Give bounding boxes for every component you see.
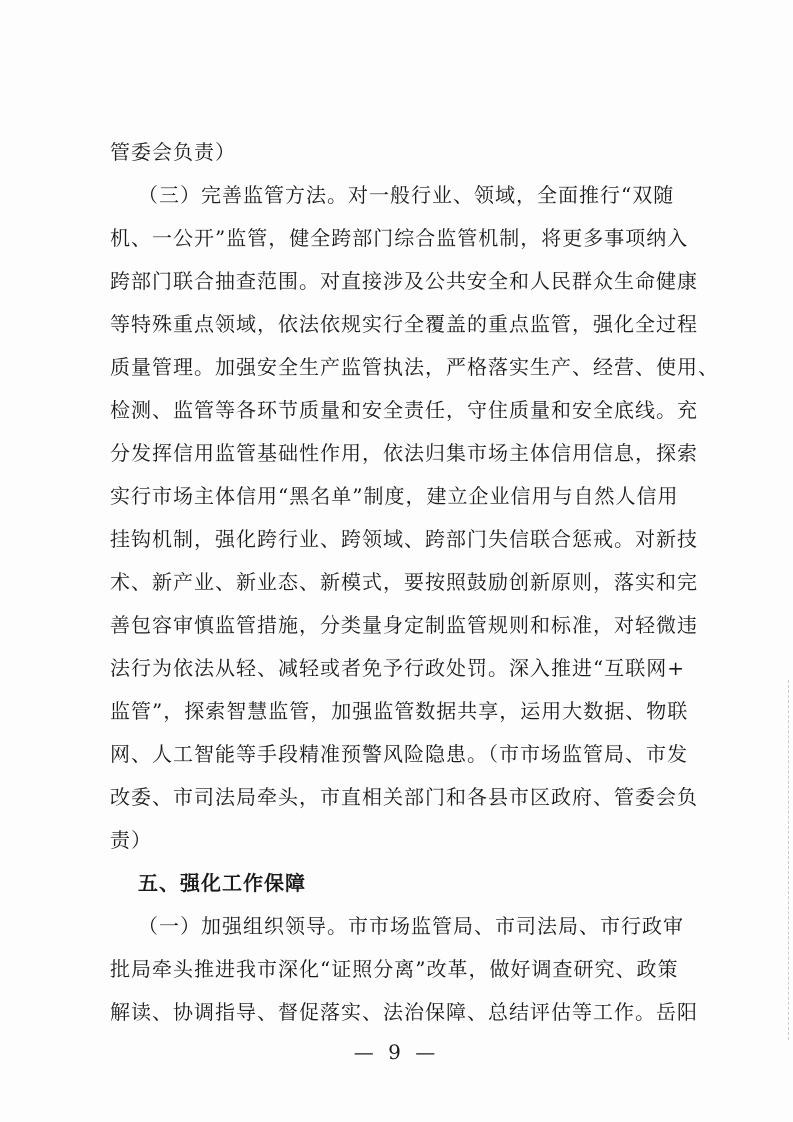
text-line: 实行市场主体信用“黑名单”制度，建立企业信用与自然人信用 xyxy=(110,484,679,508)
document-body xyxy=(110,131,719,1034)
text-line: 机、一公开”监管，健全跨部门综合监管机制，将更多事项纳入 xyxy=(110,226,689,250)
text-line: 分发挥信用监管基础性作用，依法归集市场主体信用信息，探索 xyxy=(110,441,698,465)
text-line: 网、人工智能等手段精准预警风险隐患。（市市场监管局、市发 xyxy=(110,742,688,766)
text-line: 法行为依法从轻、减轻或者免予行政处罚。深入推进“互联网+ xyxy=(110,656,685,680)
text-line: 善包容审慎监管措施，分类量身定制监管规则和标准，对轻微违 xyxy=(110,613,698,637)
scan-edge-mark xyxy=(787,680,789,1040)
text-line: （三）完善监管方法。对一般行业、领域，全面推行“双随 xyxy=(138,183,675,207)
text-line: 等特殊重点领域，依法依规实行全覆盖的重点监管，强化全过程 xyxy=(110,312,698,336)
text-line: 批局牵头推进我市深化“证照分离”改革，做好调查研究、政策 xyxy=(110,957,679,981)
text-line: 监管”，探索智慧监管，加强监管数据共享，运用大数据、物联 xyxy=(110,699,689,723)
text-line: 挂钩机制，强化跨行业、跨领域、跨部门失信联合惩戒。对新技 xyxy=(110,527,698,551)
text-line: 解读、协调指导、督促落实、法治保障、总结评估等工作。岳阳 xyxy=(110,1000,698,1024)
text-line: 术、新产业、新业态、新模式，要按照鼓励创新原则，落实和完 xyxy=(110,570,698,594)
text-line: 管委会负责） xyxy=(110,140,236,164)
text-line: 质量管理。加强安全生产监管执法，严格落实生产、经营、使用、 xyxy=(110,355,719,379)
text-line: （一）加强组织领导。市市场监管局、市司法局、市行政审 xyxy=(138,914,684,938)
text-line: 责） xyxy=(110,828,152,852)
text-line: 跨部门联合抽查范围。对直接涉及公共安全和人民群众生命健康 xyxy=(110,269,698,293)
section-heading: 五、强化工作保障 xyxy=(138,871,306,895)
text-line: 改委、市司法局牵头，市直相关部门和各县市区政府、管委会负 xyxy=(110,785,698,809)
page-number: — 9 — xyxy=(353,1040,440,1064)
text-line: 检测、监管等各环节质量和安全责任，守住质量和安全底线。充 xyxy=(110,398,698,422)
